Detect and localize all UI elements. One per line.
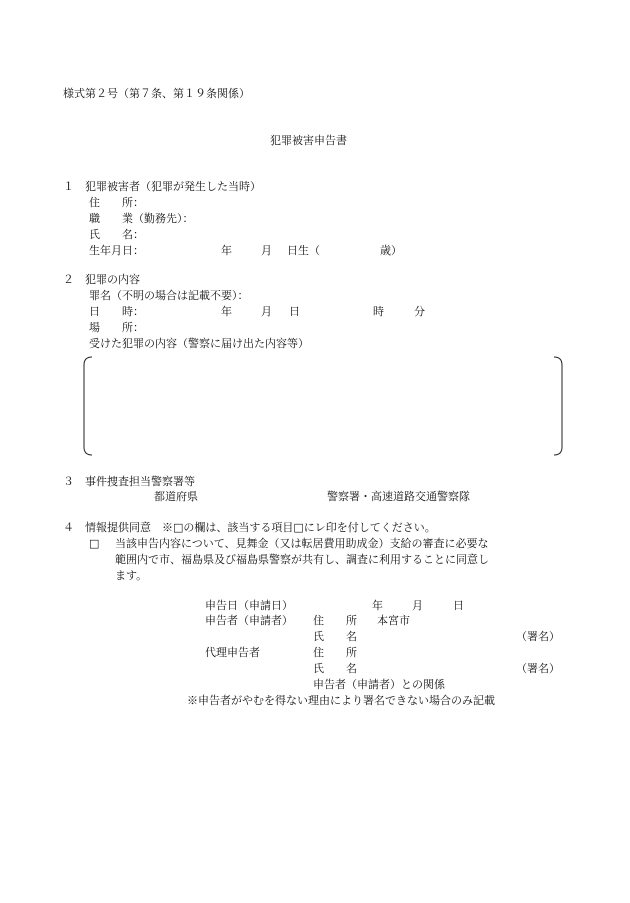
form-number: 様式第２号（第７条、第１９条関係）: [63, 87, 250, 100]
victim-address-label: 住 所：: [89, 196, 144, 209]
application-month-label: 月: [412, 599, 423, 612]
application-day-label: 日: [453, 599, 464, 612]
application-year-label: 年: [372, 599, 383, 612]
application-date-label: 申告日（申請日）: [205, 599, 293, 612]
section2-heading: ２ 犯罪の内容: [63, 273, 140, 286]
section3-heading: ３ 事件捜査担当警察署等: [63, 475, 195, 488]
consent-checkbox[interactable]: □: [89, 537, 100, 550]
prefecture-label: 都道府県: [154, 490, 198, 503]
consent-text-line1: 当該申告内容について、見舞金（又は転居費用助成金）支給の審査に必要な: [115, 537, 489, 550]
victim-occupation-label: 職 業（勤務先）：: [89, 212, 194, 225]
crime-content-label: 受けた犯罪の内容（警察に届け出た内容等）: [89, 337, 309, 350]
birth-day-label: 日生（: [287, 244, 320, 257]
birth-month-label: 月: [261, 244, 272, 257]
crime-content-box[interactable]: [82, 355, 564, 457]
agent-relation-label: 申告者（申請者）との関係: [313, 678, 445, 691]
crime-day-label: 日: [289, 305, 300, 318]
birth-year-label: 年: [221, 244, 232, 257]
applicant-address-value: 本宮市: [377, 614, 410, 627]
crime-name-label: 罪名（不明の場合は記載不要）：: [89, 289, 249, 302]
agent-name-label: 氏 名: [313, 662, 357, 675]
applicant-name-label: 氏 名: [313, 630, 357, 643]
crime-place-label: 場 所：: [89, 321, 144, 334]
police-station-label: 警察署・高速道路交通警察隊: [327, 490, 470, 503]
crime-hour-label: 時: [373, 305, 384, 318]
applicant-signature-label: （署名）: [516, 630, 560, 643]
applicant-address-label: 住 所: [313, 614, 357, 627]
agent-signature-label: （署名）: [516, 662, 560, 675]
age-label: 歳）: [380, 244, 402, 257]
agent-label: 代理申告者: [205, 646, 260, 659]
section1-heading: １ 犯罪被害者（犯罪が発生した当時）: [63, 180, 261, 193]
crime-month-label: 月: [261, 305, 272, 318]
consent-text-line3: ます。: [115, 569, 148, 582]
victim-birth-label: 生年月日：: [89, 244, 144, 257]
victim-name-label: 氏 名：: [89, 228, 144, 241]
section4-heading: ４ 情報提供同意 ※□の欄は、該当する項目□にレ印を付してください。: [63, 521, 436, 534]
footer-note: ※申告者がやむを得ない理由により署名できない場合のみ記載: [187, 694, 495, 707]
crime-datetime-label: 日 時：: [89, 305, 144, 318]
crime-minute-label: 分: [414, 305, 425, 318]
applicant-label: 申告者（申請者）: [205, 614, 293, 627]
page-title: 犯罪被害申告書: [270, 134, 347, 147]
consent-text-line2: 範囲内で市、福島県及び福島県警察が共有し、調査に利用することに同意し: [115, 553, 489, 566]
agent-address-label: 住 所: [313, 646, 357, 659]
crime-year-label: 年: [221, 305, 232, 318]
